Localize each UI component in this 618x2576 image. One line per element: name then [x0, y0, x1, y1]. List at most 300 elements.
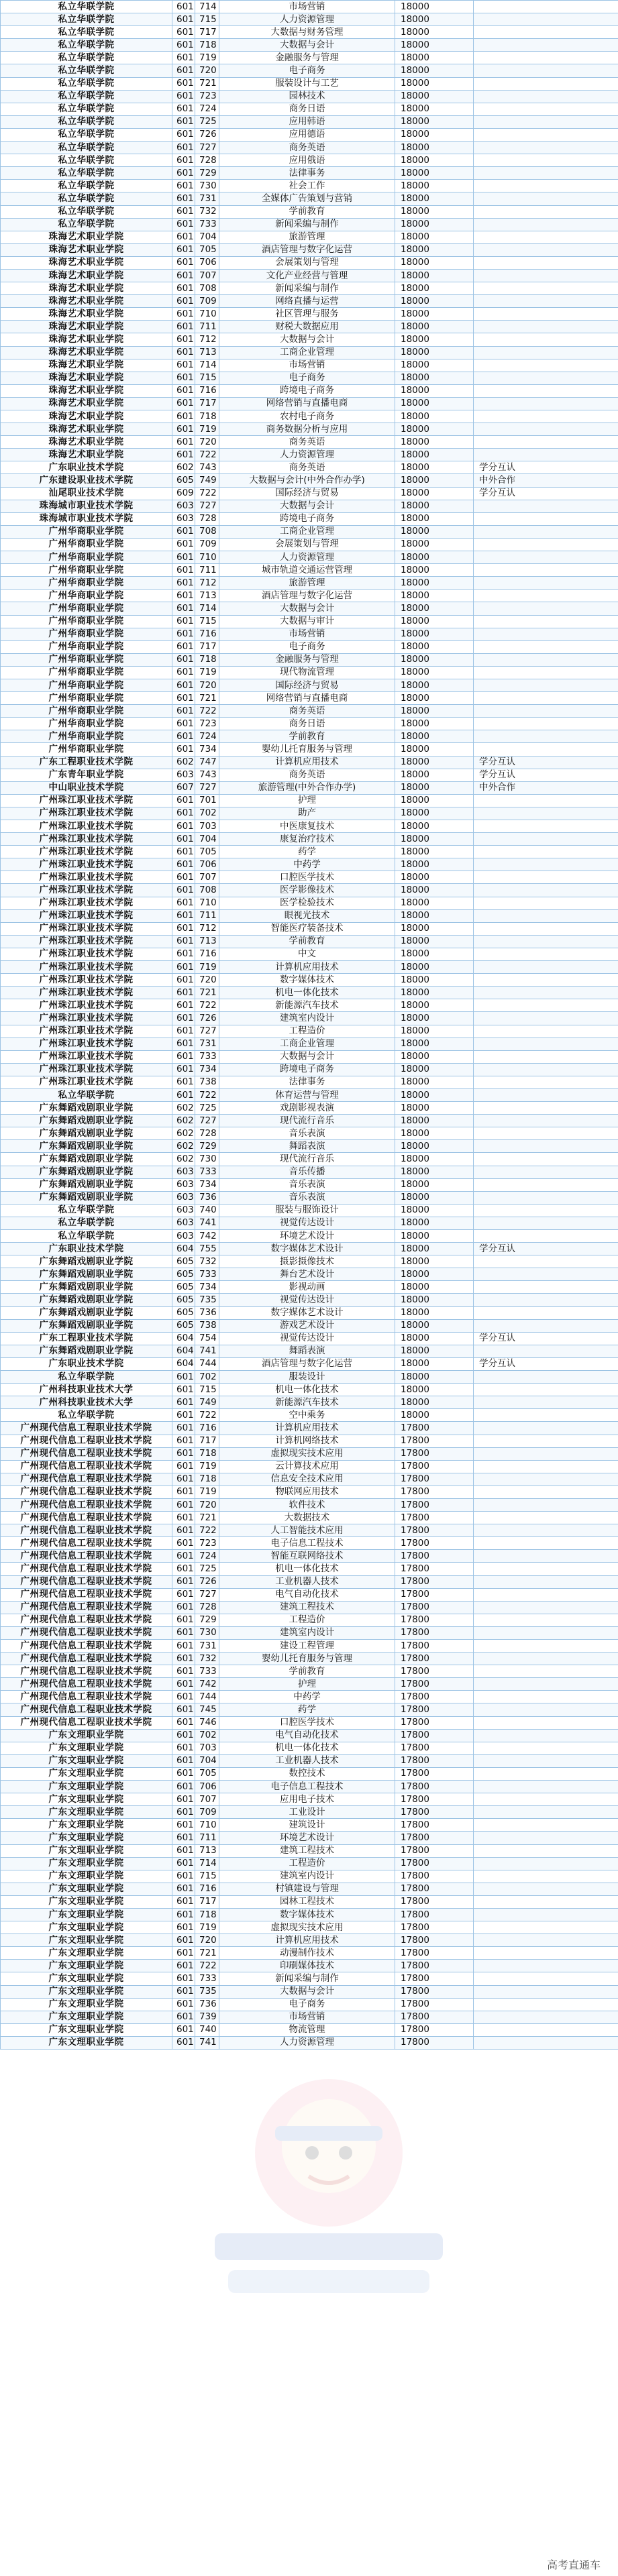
cell-note	[474, 115, 618, 128]
cell-major-code: 717	[195, 1435, 219, 1447]
cell-school: 广东文理职业学院	[1, 1895, 172, 1908]
cell-group: 601	[172, 436, 195, 449]
cell-major-code: 728	[195, 154, 219, 167]
cell-major: 视觉传达设计	[219, 1332, 395, 1345]
cell-note	[474, 64, 618, 77]
cell-fee: 17800	[395, 1512, 474, 1524]
cell-major: 婴幼儿托育服务与管理	[219, 743, 395, 756]
cell-school: 广州珠江职业技术学院	[1, 987, 172, 999]
cell-school: 广州珠江职业技术学院	[1, 1012, 172, 1025]
cell-major: 电子商务	[219, 64, 395, 77]
cell-group: 601	[172, 833, 195, 846]
cell-major-code: 749	[195, 1396, 219, 1409]
cell-note	[474, 1025, 618, 1038]
cell-fee: 18000	[395, 1076, 474, 1088]
cell-note	[474, 833, 618, 846]
cell-note	[474, 1255, 618, 1268]
cell-school: 广州华商职业学院	[1, 538, 172, 551]
table-row	[1, 1319, 618, 1332]
cell-group: 601	[172, 167, 195, 180]
cell-group: 601	[172, 1512, 195, 1524]
table-row	[1, 743, 618, 756]
cell-fee: 17800	[395, 1972, 474, 1985]
cell-major: 新能源汽车技术	[219, 999, 395, 1012]
table-row	[1, 1371, 618, 1384]
cell-fee: 18000	[395, 1153, 474, 1166]
cell-major: 现代流行音乐	[219, 1115, 395, 1127]
cell-major-code: 721	[195, 77, 219, 90]
table-row	[1, 1972, 618, 1985]
table-row	[1, 500, 618, 512]
cell-school: 广东文理职业学院	[1, 1998, 172, 2011]
cell-fee: 18000	[395, 846, 474, 858]
cell-major: 服装设计与工艺	[219, 77, 395, 90]
cell-school: 珠海城市职业技术学院	[1, 500, 172, 512]
cell-major-code: 730	[195, 1153, 219, 1166]
cell-school: 私立华联学院	[1, 115, 172, 128]
cell-note	[474, 1870, 618, 1883]
table-row	[1, 192, 618, 205]
cell-fee: 18000	[395, 115, 474, 128]
cell-fee: 18000	[395, 282, 474, 295]
cell-fee: 18000	[395, 256, 474, 269]
cell-major: 数字媒体技术	[219, 974, 395, 987]
cell-note	[474, 103, 618, 115]
cell-note	[474, 602, 618, 615]
cell-fee: 18000	[395, 26, 474, 39]
cell-fee: 18000	[395, 679, 474, 691]
cell-note	[474, 1793, 618, 1806]
cell-group: 601	[172, 295, 195, 308]
cell-major-code: 713	[195, 590, 219, 602]
cell-group: 601	[172, 1550, 195, 1563]
cell-major: 大数据与会计	[219, 500, 395, 512]
table-row	[1, 718, 618, 730]
table-row	[1, 282, 618, 295]
cell-school: 广东文理职业学院	[1, 1742, 172, 1754]
cell-group: 603	[172, 500, 195, 512]
table-row	[1, 1230, 618, 1243]
table-row	[1, 39, 618, 52]
cell-major-code: 710	[195, 1819, 219, 1832]
cell-group: 601	[172, 1678, 195, 1691]
cell-major: 视觉传达设计	[219, 1294, 395, 1306]
cell-group: 601	[172, 1524, 195, 1537]
cell-fee: 17800	[395, 2036, 474, 2049]
cell-fee: 18000	[395, 52, 474, 64]
cell-major: 人力资源管理	[219, 551, 395, 564]
cell-school: 私立华联学院	[1, 103, 172, 115]
cell-major-code: 727	[195, 781, 219, 794]
cell-fee: 17800	[395, 1832, 474, 1844]
cell-major: 电子信息工程技术	[219, 1781, 395, 1793]
table-row	[1, 77, 618, 90]
cell-group: 601	[172, 1921, 195, 1934]
cell-group: 601	[172, 154, 195, 167]
table-row	[1, 1409, 618, 1422]
cell-major: 国际经济与贸易	[219, 679, 395, 691]
cell-fee: 17800	[395, 1614, 474, 1626]
cell-major: 商务英语	[219, 769, 395, 781]
cell-major-code: 734	[195, 1178, 219, 1191]
cell-school: 广州华商职业学院	[1, 628, 172, 640]
cell-major-code: 709	[195, 538, 219, 551]
cell-major: 电子商务	[219, 640, 395, 653]
cell-major-code: 706	[195, 1781, 219, 1793]
cell-school: 广州珠江职业技术学院	[1, 999, 172, 1012]
cell-major-code: 733	[195, 218, 219, 231]
cell-group: 601	[172, 1895, 195, 1908]
cell-fee: 18000	[395, 142, 474, 154]
cell-major: 大数据与会计(中外合作办学)	[219, 474, 395, 487]
cell-school: 广州现代信息工程职业技术学院	[1, 1460, 172, 1473]
cell-note	[474, 1050, 618, 1063]
cell-fee: 18000	[395, 833, 474, 846]
cell-group: 601	[172, 1793, 195, 1806]
cell-school: 珠海艺术职业学院	[1, 436, 172, 449]
table-row	[1, 384, 618, 397]
cell-note	[474, 243, 618, 256]
cell-group: 601	[172, 321, 195, 333]
cell-fee: 18000	[395, 321, 474, 333]
cell-school: 珠海艺术职业学院	[1, 449, 172, 461]
cell-note	[474, 1947, 618, 1960]
cell-group: 601	[172, 372, 195, 384]
cell-group: 601	[172, 1883, 195, 1895]
cell-fee: 18000	[395, 909, 474, 922]
cell-school: 广东文理职业学院	[1, 2023, 172, 2036]
cell-fee: 18000	[395, 180, 474, 192]
cell-group: 603	[172, 1178, 195, 1191]
cell-school: 广州华商职业学院	[1, 551, 172, 564]
table-row	[1, 1819, 618, 1832]
cell-fee: 18000	[395, 39, 474, 52]
cell-school: 广州华商职业学院	[1, 525, 172, 538]
cell-major: 服装设计	[219, 1371, 395, 1384]
table-row	[1, 1166, 618, 1178]
cell-note	[474, 1767, 618, 1780]
table-row	[1, 1038, 618, 1050]
cell-note	[474, 1665, 618, 1678]
cell-major: 机电一体化技术	[219, 1742, 395, 1754]
cell-major-code: 719	[195, 1486, 219, 1498]
cell-group: 603	[172, 1166, 195, 1178]
cell-major: 人力资源管理	[219, 2036, 395, 2049]
cell-note: 学分互认	[474, 487, 618, 500]
cell-fee: 18000	[395, 718, 474, 730]
cell-school: 广东舞蹈戏剧职业学院	[1, 1153, 172, 1166]
cell-major: 计算机应用技术	[219, 961, 395, 974]
cell-fee: 18000	[395, 346, 474, 359]
cell-fee: 17800	[395, 1678, 474, 1691]
cell-group: 602	[172, 1127, 195, 1140]
cell-group: 601	[172, 692, 195, 705]
cell-school: 珠海艺术职业学院	[1, 321, 172, 333]
cell-note	[474, 730, 618, 743]
cell-school: 广东文理职业学院	[1, 1870, 172, 1883]
table-row	[1, 999, 618, 1012]
cell-fee: 17800	[395, 1729, 474, 1742]
cell-major: 虚拟现实技术应用	[219, 1921, 395, 1934]
cell-school: 广州现代信息工程职业技术学院	[1, 1575, 172, 1588]
cell-school: 广州珠江职业技术学院	[1, 858, 172, 871]
cell-major-code: 715	[195, 1384, 219, 1396]
cell-major-code: 742	[195, 1230, 219, 1243]
cell-fee: 17800	[395, 1550, 474, 1563]
table-row	[1, 372, 618, 384]
cell-group: 601	[172, 205, 195, 218]
table-row	[1, 218, 618, 231]
cell-major-code: 711	[195, 1832, 219, 1844]
cell-group: 601	[172, 1857, 195, 1870]
cell-school: 广东舞蹈戏剧职业学院	[1, 1166, 172, 1178]
cell-note	[474, 1281, 618, 1294]
table-row	[1, 1754, 618, 1767]
table-row	[1, 564, 618, 577]
cell-school: 广州华商职业学院	[1, 705, 172, 718]
cell-note	[474, 1204, 618, 1217]
cell-fee: 17800	[395, 1640, 474, 1653]
cell-school: 广州珠江职业技术学院	[1, 948, 172, 960]
cell-fee: 18000	[395, 935, 474, 948]
cell-fee: 17800	[395, 1486, 474, 1498]
table-row	[1, 1025, 618, 1038]
cell-school: 广州现代信息工程职业技术学院	[1, 1691, 172, 1703]
table-row	[1, 1332, 618, 1345]
cell-school: 广州华商职业学院	[1, 743, 172, 756]
cell-major-code: 708	[195, 282, 219, 295]
cell-school: 珠海艺术职业学院	[1, 384, 172, 397]
table-row	[1, 308, 618, 321]
cell-group: 601	[172, 128, 195, 141]
cell-major-code: 739	[195, 2011, 219, 2023]
cell-school: 私立华联学院	[1, 1217, 172, 1229]
cell-note	[474, 1895, 618, 1908]
cell-major: 口腔医学技术	[219, 1716, 395, 1729]
cell-note	[474, 1306, 618, 1319]
table-row	[1, 909, 618, 922]
cell-note	[474, 1268, 618, 1281]
cell-major: 国际经济与贸易	[219, 487, 395, 500]
cell-school: 广州现代信息工程职业技术学院	[1, 1626, 172, 1639]
cell-major: 跨境电子商务	[219, 384, 395, 397]
cell-school: 广东舞蹈戏剧职业学院	[1, 1306, 172, 1319]
cell-major: 网络营销与直播电商	[219, 692, 395, 705]
cell-note	[474, 948, 618, 960]
table-row	[1, 1653, 618, 1665]
cell-fee: 18000	[395, 1268, 474, 1281]
cell-school: 广东舞蹈戏剧职业学院	[1, 1191, 172, 1204]
cell-major: 工业机器人技术	[219, 1575, 395, 1588]
cell-note	[474, 52, 618, 64]
table-row	[1, 538, 618, 551]
cell-fee: 18000	[395, 1204, 474, 1217]
cell-school: 广东文理职业学院	[1, 1729, 172, 1742]
cell-major-code: 720	[195, 1498, 219, 1511]
table-row	[1, 1422, 618, 1435]
cell-fee: 18000	[395, 1102, 474, 1115]
cell-fee: 18000	[395, 372, 474, 384]
cell-group: 601	[172, 449, 195, 461]
table-row	[1, 756, 618, 769]
cell-major-code: 722	[195, 1088, 219, 1101]
table-row	[1, 1102, 618, 1115]
cell-fee: 17800	[395, 1908, 474, 1921]
cell-fee: 18000	[395, 64, 474, 77]
cell-school: 私立华联学院	[1, 167, 172, 180]
cell-group: 603	[172, 769, 195, 781]
cell-school: 珠海艺术职业学院	[1, 282, 172, 295]
cell-group: 601	[172, 2011, 195, 2023]
cell-major-code: 719	[195, 52, 219, 64]
cell-school: 广东工程职业技术学院	[1, 1332, 172, 1345]
cell-major: 动漫制作技术	[219, 1947, 395, 1960]
cell-school: 广东文理职业学院	[1, 1832, 172, 1844]
cell-fee: 17800	[395, 1921, 474, 1934]
cell-group: 601	[172, 590, 195, 602]
cell-note	[474, 256, 618, 269]
cell-note	[474, 1166, 618, 1178]
cell-note	[474, 935, 618, 948]
cell-note	[474, 858, 618, 871]
watermark-logo	[201, 2052, 456, 2307]
table-row	[1, 1127, 618, 1140]
cell-major-code: 720	[195, 1934, 219, 1947]
cell-note: 学分互认	[474, 1357, 618, 1370]
cell-note	[474, 1191, 618, 1204]
cell-fee: 18000	[395, 948, 474, 960]
cell-note	[474, 1127, 618, 1140]
cell-major: 商务日语	[219, 718, 395, 730]
cell-school: 广东文理职业学院	[1, 1985, 172, 1998]
cell-major-code: 714	[195, 602, 219, 615]
cell-fee: 18000	[395, 1371, 474, 1384]
cell-major: 物联网应用技术	[219, 1486, 395, 1498]
cell-group: 601	[172, 142, 195, 154]
cell-fee: 17800	[395, 1844, 474, 1857]
cell-group: 601	[172, 1025, 195, 1038]
table-row	[1, 1, 618, 13]
cell-note	[474, 1588, 618, 1601]
cell-fee: 18000	[395, 269, 474, 282]
cell-note	[474, 154, 618, 167]
cell-fee: 18000	[395, 461, 474, 474]
cell-major-code: 724	[195, 730, 219, 743]
cell-note	[474, 846, 618, 858]
table-row	[1, 1588, 618, 1601]
cell-note	[474, 1653, 618, 1665]
cell-note	[474, 1563, 618, 1575]
cell-group: 601	[172, 1601, 195, 1614]
cell-major-code: 717	[195, 1895, 219, 1908]
cell-note	[474, 1230, 618, 1243]
cell-group: 601	[172, 1754, 195, 1767]
cell-major-code: 726	[195, 1012, 219, 1025]
cell-group: 601	[172, 1960, 195, 1972]
cell-fee: 18000	[395, 1255, 474, 1268]
cell-fee: 18000	[395, 666, 474, 679]
cell-school: 广东职业技术学院	[1, 461, 172, 474]
cell-school: 广东文理职业学院	[1, 1934, 172, 1947]
cell-major-code: 708	[195, 525, 219, 538]
table-row	[1, 987, 618, 999]
cell-school: 广州现代信息工程职业技术学院	[1, 1653, 172, 1665]
cell-fee: 18000	[395, 13, 474, 26]
table-row	[1, 1716, 618, 1729]
cell-group: 601	[172, 384, 195, 397]
cell-group: 601	[172, 1626, 195, 1639]
cell-note	[474, 807, 618, 820]
cell-school: 广州现代信息工程职业技术学院	[1, 1512, 172, 1524]
cell-school: 广东文理职业学院	[1, 2011, 172, 2023]
table-row	[1, 1486, 618, 1498]
cell-major-code: 721	[195, 987, 219, 999]
cell-fee: 18000	[395, 1319, 474, 1332]
cell-school: 广州华商职业学院	[1, 692, 172, 705]
cell-fee: 18000	[395, 871, 474, 884]
cell-major: 商务英语	[219, 461, 395, 474]
table-row	[1, 948, 618, 960]
cell-major-code: 726	[195, 1575, 219, 1588]
cell-major: 会展策划与管理	[219, 538, 395, 551]
cell-school: 广州珠江职业技术学院	[1, 871, 172, 884]
table-row	[1, 1857, 618, 1870]
cell-school: 广州现代信息工程职业技术学院	[1, 1640, 172, 1653]
cell-major-code: 720	[195, 436, 219, 449]
cell-major-code: 731	[195, 1038, 219, 1050]
cell-major: 数字媒体艺术设计	[219, 1243, 395, 1255]
table-row	[1, 1806, 618, 1819]
cell-fee: 18000	[395, 538, 474, 551]
cell-major: 电子信息工程技术	[219, 1537, 395, 1550]
cell-group: 601	[172, 1614, 195, 1626]
cell-group: 605	[172, 1319, 195, 1332]
cell-major-code: 723	[195, 90, 219, 103]
cell-major: 文化产业经营与管理	[219, 269, 395, 282]
cell-major-code: 736	[195, 1306, 219, 1319]
cell-school: 私立华联学院	[1, 218, 172, 231]
cell-group: 601	[172, 538, 195, 551]
cell-major: 智能互联网络技术	[219, 1550, 395, 1563]
cell-major-code: 730	[195, 1626, 219, 1639]
cell-note	[474, 449, 618, 461]
cell-major-code: 711	[195, 321, 219, 333]
cell-school: 广州华商职业学院	[1, 640, 172, 653]
cell-note	[474, 1819, 618, 1832]
cell-major: 音乐表演	[219, 1191, 395, 1204]
cell-major: 商务英语	[219, 436, 395, 449]
table-row	[1, 794, 618, 807]
cell-school: 中山职业技术学院	[1, 781, 172, 794]
table-row	[1, 1204, 618, 1217]
cell-school: 珠海艺术职业学院	[1, 243, 172, 256]
table-row	[1, 90, 618, 103]
cell-group: 601	[172, 1435, 195, 1447]
cell-fee: 18000	[395, 1243, 474, 1255]
cell-note	[474, 1806, 618, 1819]
cell-group: 601	[172, 1934, 195, 1947]
cell-group: 605	[172, 1268, 195, 1281]
cell-major: 工商企业管理	[219, 1038, 395, 1050]
cell-major-code: 734	[195, 1063, 219, 1076]
cell-major-code: 731	[195, 192, 219, 205]
table-row	[1, 1793, 618, 1806]
cell-group: 601	[172, 1729, 195, 1742]
table-row	[1, 2011, 618, 2023]
cell-group: 601	[172, 999, 195, 1012]
cell-school: 私立华联学院	[1, 90, 172, 103]
cell-fee: 17800	[395, 1626, 474, 1639]
